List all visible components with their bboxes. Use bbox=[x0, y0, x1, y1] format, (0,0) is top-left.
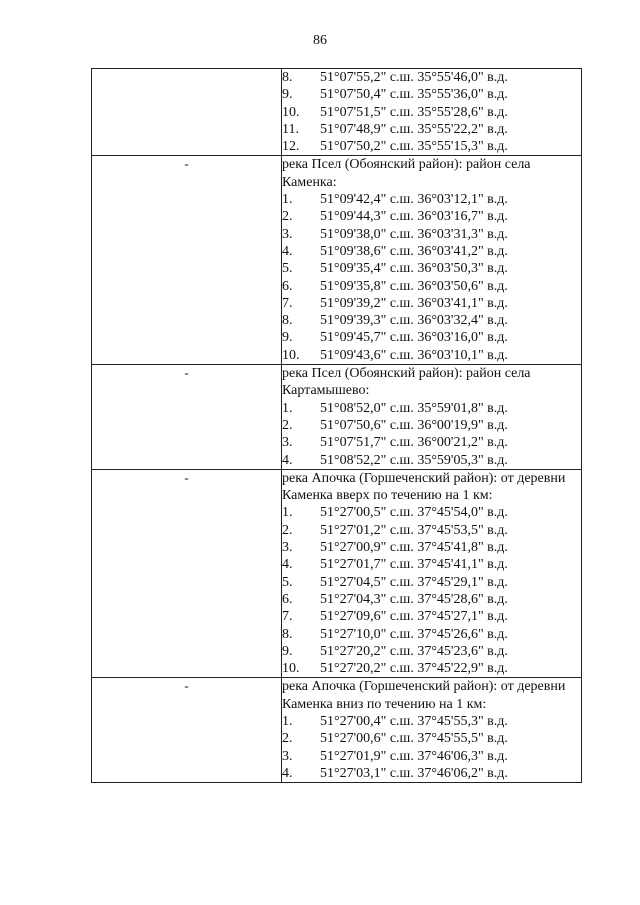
point-number: 2. bbox=[282, 209, 293, 225]
coordinate-point bbox=[282, 626, 581, 643]
point-coordinates: 51°27'01,9" с.ш. 37°46'06,3" в.д. bbox=[320, 748, 508, 764]
coordinate-point bbox=[282, 539, 581, 556]
point-number: 4. bbox=[282, 765, 293, 781]
description-cell bbox=[282, 678, 582, 783]
point-number: 10. bbox=[282, 104, 300, 120]
coordinate-point bbox=[282, 591, 581, 608]
row-marker-cell bbox=[92, 69, 282, 156]
point-coordinates: 51°07'50,6" с.ш. 36°00'19,9" в.д. bbox=[320, 417, 508, 433]
point-coordinates: 51°09'43,6" с.ш. 36°03'10,1" в.д. bbox=[320, 347, 508, 363]
coordinate-point bbox=[282, 713, 581, 730]
point-number: 5. bbox=[282, 261, 293, 277]
point-coordinates: 51°27'04,5" с.ш. 37°45'29,1" в.д. bbox=[320, 574, 508, 590]
coordinate-point bbox=[282, 260, 581, 277]
point-coordinates: 51°27'00,4" с.ш. 37°45'55,3" в.д. bbox=[320, 713, 508, 729]
point-coordinates: 51°27'09,6" с.ш. 37°45'27,1" в.д. bbox=[320, 609, 508, 625]
point-number: 2. bbox=[282, 417, 293, 433]
table-row bbox=[92, 365, 582, 470]
point-coordinates: 51°27'03,1" с.ш. 37°46'06,2" в.д. bbox=[320, 765, 508, 781]
point-coordinates: 51°27'01,7" с.ш. 37°45'41,1" в.д. bbox=[320, 557, 508, 573]
point-number: 10. bbox=[282, 347, 300, 363]
point-coordinates: 51°08'52,0" с.ш. 35°59'01,8" в.д. bbox=[320, 400, 508, 416]
coordinate-point bbox=[282, 104, 581, 121]
point-coordinates: 51°27'10,0" с.ш. 37°45'26,6" в.д. bbox=[320, 626, 508, 642]
point-coordinates: 51°27'00,6" с.ш. 37°45'55,5" в.д. bbox=[320, 731, 508, 747]
description-cell bbox=[282, 156, 582, 365]
coordinate-point bbox=[282, 434, 581, 451]
point-number: 9. bbox=[282, 87, 293, 103]
point-number: 8. bbox=[282, 70, 293, 85]
point-coordinates: 51°07'50,4" с.ш. 35°55'36,0" в.д. bbox=[320, 87, 508, 103]
point-number: 1. bbox=[282, 192, 293, 208]
coordinate-point bbox=[282, 69, 581, 86]
coordinate-point bbox=[282, 191, 581, 208]
row-marker-cell bbox=[92, 678, 282, 783]
river-section-heading: река Псел (Обоянский район): район села Картамышево: bbox=[282, 366, 531, 399]
point-coordinates: 51°09'42,4" с.ш. 36°03'12,1" в.д. bbox=[320, 192, 508, 208]
point-coordinates: 51°09'39,2" с.ш. 36°03'41,1" в.д. bbox=[320, 295, 508, 311]
point-number: 3. bbox=[282, 435, 293, 451]
coordinate-point bbox=[282, 574, 581, 591]
point-number: 3. bbox=[282, 748, 293, 764]
point-number: 4. bbox=[282, 452, 293, 468]
description-cell bbox=[282, 69, 582, 156]
point-coordinates: 51°27'20,2" с.ш. 37°45'23,6" в.д. bbox=[320, 643, 508, 659]
point-number: 4. bbox=[282, 557, 293, 573]
point-coordinates: 51°09'44,3" с.ш. 36°03'16,7" в.д. bbox=[320, 209, 508, 225]
river-section-heading: река Апочка (Горшеченский район): от деревни Каменка вниз по течению на 1 км: bbox=[282, 679, 566, 712]
coordinate-point bbox=[282, 452, 581, 469]
point-coordinates: 51°09'45,7" с.ш. 36°03'16,0" в.д. bbox=[320, 330, 508, 346]
coordinate-point bbox=[282, 400, 581, 417]
coordinate-point bbox=[282, 208, 581, 225]
coordinate-point bbox=[282, 226, 581, 243]
point-number: 5. bbox=[282, 574, 293, 590]
table-row bbox=[92, 469, 582, 678]
point-number: 3. bbox=[282, 540, 293, 556]
point-coordinates: 51°09'39,3" с.ш. 36°03'32,4" в.д. bbox=[320, 313, 508, 329]
point-number: 6. bbox=[282, 591, 293, 607]
point-number: 7. bbox=[282, 609, 293, 625]
point-coordinates: 51°07'55,2" с.ш. 35°55'46,0" в.д. bbox=[320, 70, 508, 85]
row-marker: - bbox=[184, 365, 189, 381]
point-number: 4. bbox=[282, 243, 293, 259]
point-number: 1. bbox=[282, 713, 293, 729]
point-number: 12. bbox=[282, 139, 300, 155]
coordinate-point bbox=[282, 243, 581, 260]
table-row bbox=[92, 678, 582, 783]
point-coordinates: 51°27'00,5" с.ш. 37°45'54,0" в.д. bbox=[320, 505, 508, 521]
coordinate-point bbox=[282, 730, 581, 747]
coordinate-point bbox=[282, 748, 581, 765]
row-marker-cell bbox=[92, 469, 282, 678]
point-number: 8. bbox=[282, 313, 293, 329]
row-marker: - bbox=[184, 469, 189, 485]
table-row bbox=[92, 156, 582, 365]
coordinate-point bbox=[282, 660, 581, 677]
coordinate-point bbox=[282, 643, 581, 660]
coordinate-point bbox=[282, 556, 581, 573]
point-number: 11. bbox=[282, 121, 299, 137]
page-number: 86 bbox=[313, 33, 327, 48]
point-coordinates: 51°09'35,8" с.ш. 36°03'50,6" в.д. bbox=[320, 278, 508, 294]
coordinate-point bbox=[282, 138, 581, 155]
coordinate-point bbox=[282, 765, 581, 782]
point-number: 9. bbox=[282, 330, 293, 346]
point-coordinates: 51°07'50,2" с.ш. 35°55'15,3" в.д. bbox=[320, 139, 508, 155]
coordinate-point bbox=[282, 347, 581, 364]
point-coordinates: 51°09'38,0" с.ш. 36°03'31,3" в.д. bbox=[320, 226, 508, 242]
coordinate-point bbox=[282, 522, 581, 539]
point-number: 10. bbox=[282, 661, 300, 677]
point-coordinates: 51°27'01,2" с.ш. 37°45'53,5" в.д. bbox=[320, 522, 508, 538]
table-row bbox=[92, 69, 582, 156]
point-coordinates: 51°08'52,2" с.ш. 35°59'05,3" в.д. bbox=[320, 452, 508, 468]
coordinate-point bbox=[282, 295, 581, 312]
river-section-heading: река Псел (Обоянский район): район села Каменка: bbox=[282, 157, 531, 190]
point-coordinates: 51°09'38,6" с.ш. 36°03'41,2" в.д. bbox=[320, 243, 508, 259]
point-coordinates: 51°27'04,3" с.ш. 37°45'28,6" в.д. bbox=[320, 591, 508, 607]
point-number: 8. bbox=[282, 626, 293, 642]
point-coordinates: 51°07'51,5" с.ш. 35°55'28,6" в.д. bbox=[320, 104, 508, 120]
description-cell bbox=[282, 365, 582, 470]
coordinate-point bbox=[282, 86, 581, 103]
coordinate-point bbox=[282, 608, 581, 625]
coordinate-point bbox=[282, 312, 581, 329]
point-number: 2. bbox=[282, 731, 293, 747]
description-cell bbox=[282, 469, 582, 678]
point-number: 6. bbox=[282, 278, 293, 294]
point-coordinates: 51°09'35,4" с.ш. 36°03'50,3" в.д. bbox=[320, 261, 508, 277]
point-coordinates: 51°27'00,9" с.ш. 37°45'41,8" в.д. bbox=[320, 540, 508, 556]
point-number: 3. bbox=[282, 226, 293, 242]
coordinate-point bbox=[282, 504, 581, 521]
river-section-heading: река Апочка (Горшеченский район): от деревни Каменка вверх по течению на 1 км: bbox=[282, 470, 566, 504]
point-number: 2. bbox=[282, 522, 293, 538]
point-number: 9. bbox=[282, 643, 293, 659]
coordinate-point bbox=[282, 417, 581, 434]
coordinate-point bbox=[282, 121, 581, 138]
table-body bbox=[92, 69, 582, 783]
row-marker: - bbox=[184, 156, 189, 172]
row-marker-cell bbox=[92, 156, 282, 365]
point-coordinates: 51°27'20,2" с.ш. 37°45'22,9" в.д. bbox=[320, 661, 508, 677]
point-number: 1. bbox=[282, 505, 293, 521]
point-coordinates: 51°07'51,7" с.ш. 36°00'21,2" в.д. bbox=[320, 435, 508, 451]
coordinates-table bbox=[91, 68, 582, 783]
point-number: 7. bbox=[282, 295, 293, 311]
row-marker-cell bbox=[92, 365, 282, 470]
point-coordinates: 51°07'48,9" с.ш. 35°55'22,2" в.д. bbox=[320, 121, 508, 137]
coordinate-point bbox=[282, 329, 581, 346]
point-number: 1. bbox=[282, 400, 293, 416]
coordinate-point bbox=[282, 278, 581, 295]
row-marker: - bbox=[184, 678, 189, 694]
